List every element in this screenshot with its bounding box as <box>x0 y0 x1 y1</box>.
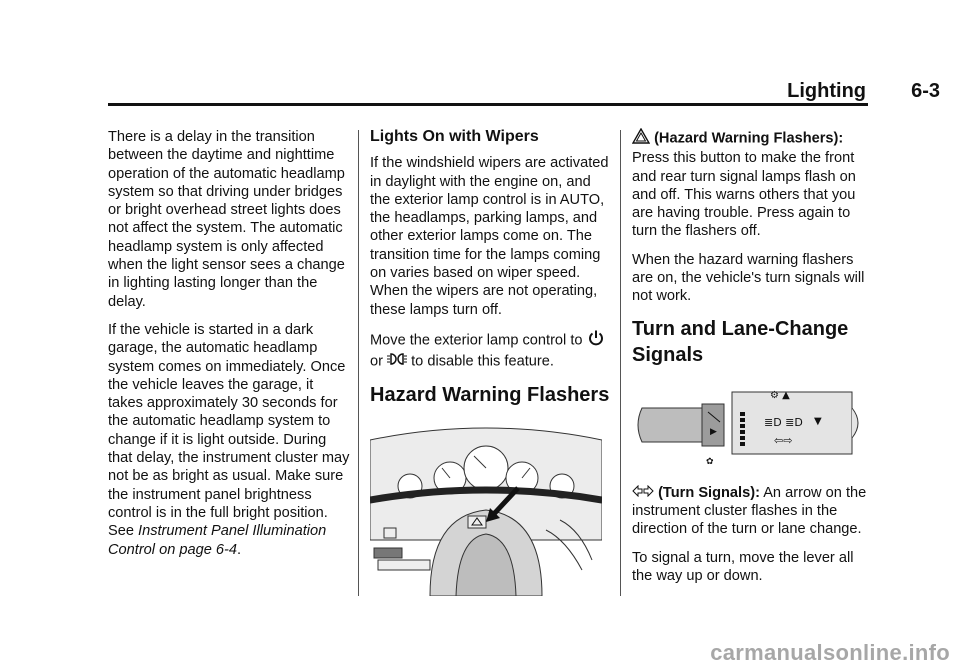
svg-text:▶: ▶ <box>710 426 717 437</box>
svg-text:⚙ ▲: ⚙ ▲ <box>770 389 790 401</box>
svg-text:⇦⇨: ⇦⇨ <box>774 433 793 447</box>
paragraph-garage-end: . <box>237 541 242 558</box>
hazard-text: Press this button to make the front and rear turn signal lamps flash on and off. This warns others that you are having trouble. Press again to turn the flashers off. <box>632 150 856 240</box>
svg-text:✿: ✿ <box>706 456 714 467</box>
paragraph-disable-a: Move the exterior lamp control to <box>370 332 583 349</box>
column-divider-1 <box>358 130 359 596</box>
paragraph-hazard-turn-signals: When the hazard warning flashers are on, the vehicle's turn signals will not work. <box>632 251 865 305</box>
watermark: carmanualsonline.info <box>710 640 950 665</box>
subheading-lights-on-wipers: Lights On with Wipers <box>370 128 539 145</box>
column-2 <box>370 128 610 596</box>
page-number: 6-3 <box>911 80 940 102</box>
svg-text:▼: ▼ <box>814 415 822 427</box>
paragraph-disable <box>370 329 610 372</box>
paragraph-disable-b: to disable this feature. <box>411 353 554 370</box>
turn-signals-label: (Turn Signals): <box>658 484 760 501</box>
paragraph-disable-or: or <box>370 353 383 370</box>
power-icon <box>587 329 605 352</box>
paragraph-wipers: If the windshield wipers are activated in daylight with the engine on, and the exterior lamp control is in AUTO, the headlamps, parking lamps, and other exterior lamps come on. The transition time for the lamps coming on varies based on wiper speed. When the wipers are not operating, these lamps turn off. <box>370 155 609 318</box>
column-3 <box>632 128 870 595</box>
hazard-label: (Hazard Warning Flashers): <box>654 130 844 147</box>
header-title: Lighting <box>787 80 866 102</box>
header-rule <box>108 103 868 106</box>
paragraph-delay: There is a delay in the transition between the daytime and nighttime operation of the automatic headlamp system so that driving under bridges or bright overhead street lights does not affect the system. The automatic headlamp system is only affected when the light sensor sees a change in lighting lasting longer than the delay. <box>108 129 345 310</box>
cross-reference-link[interactable]: Instrument Panel Illumination Control on page 6-4 <box>108 523 327 558</box>
turn-arrows-icon <box>632 484 654 502</box>
steering-wheel-illustration <box>370 420 602 596</box>
hazard-triangle-icon <box>632 128 650 149</box>
column-divider-2 <box>620 130 621 596</box>
turn-signals-text: An arrow on the instrument cluster flashes in the direction of the turn or lane change. <box>632 484 867 538</box>
svg-text:≣D ≣D: ≣D ≣D <box>764 415 803 429</box>
paragraph-garage <box>108 321 352 559</box>
column-1 <box>108 128 352 569</box>
heading-hazard-warning-flashers: Hazard Warning Flashers <box>370 383 610 406</box>
paragraph-turn-signals <box>632 484 870 539</box>
paragraph-signal-turn: To signal a turn, move the lever all the way up or down. <box>632 549 854 584</box>
heading-turn-lane-change: Turn and Lane-Change Signals <box>632 317 849 366</box>
paragraph-hazard <box>632 128 870 241</box>
turn-signal-lever-illustration <box>632 380 864 470</box>
parking-lamp-icon <box>387 352 407 371</box>
paragraph-garage-text: If the vehicle is started in a dark garage, the automatic headlamp system comes on immediately. Once the vehicle leaves the garage, it takes approximately 30 seconds for the automatic headlamp system to change if it is light outside. During that delay, the instrument cluster may not be as bright as usual. Make sure the instrument panel brightness control is in the full bright position. See <box>108 321 350 540</box>
